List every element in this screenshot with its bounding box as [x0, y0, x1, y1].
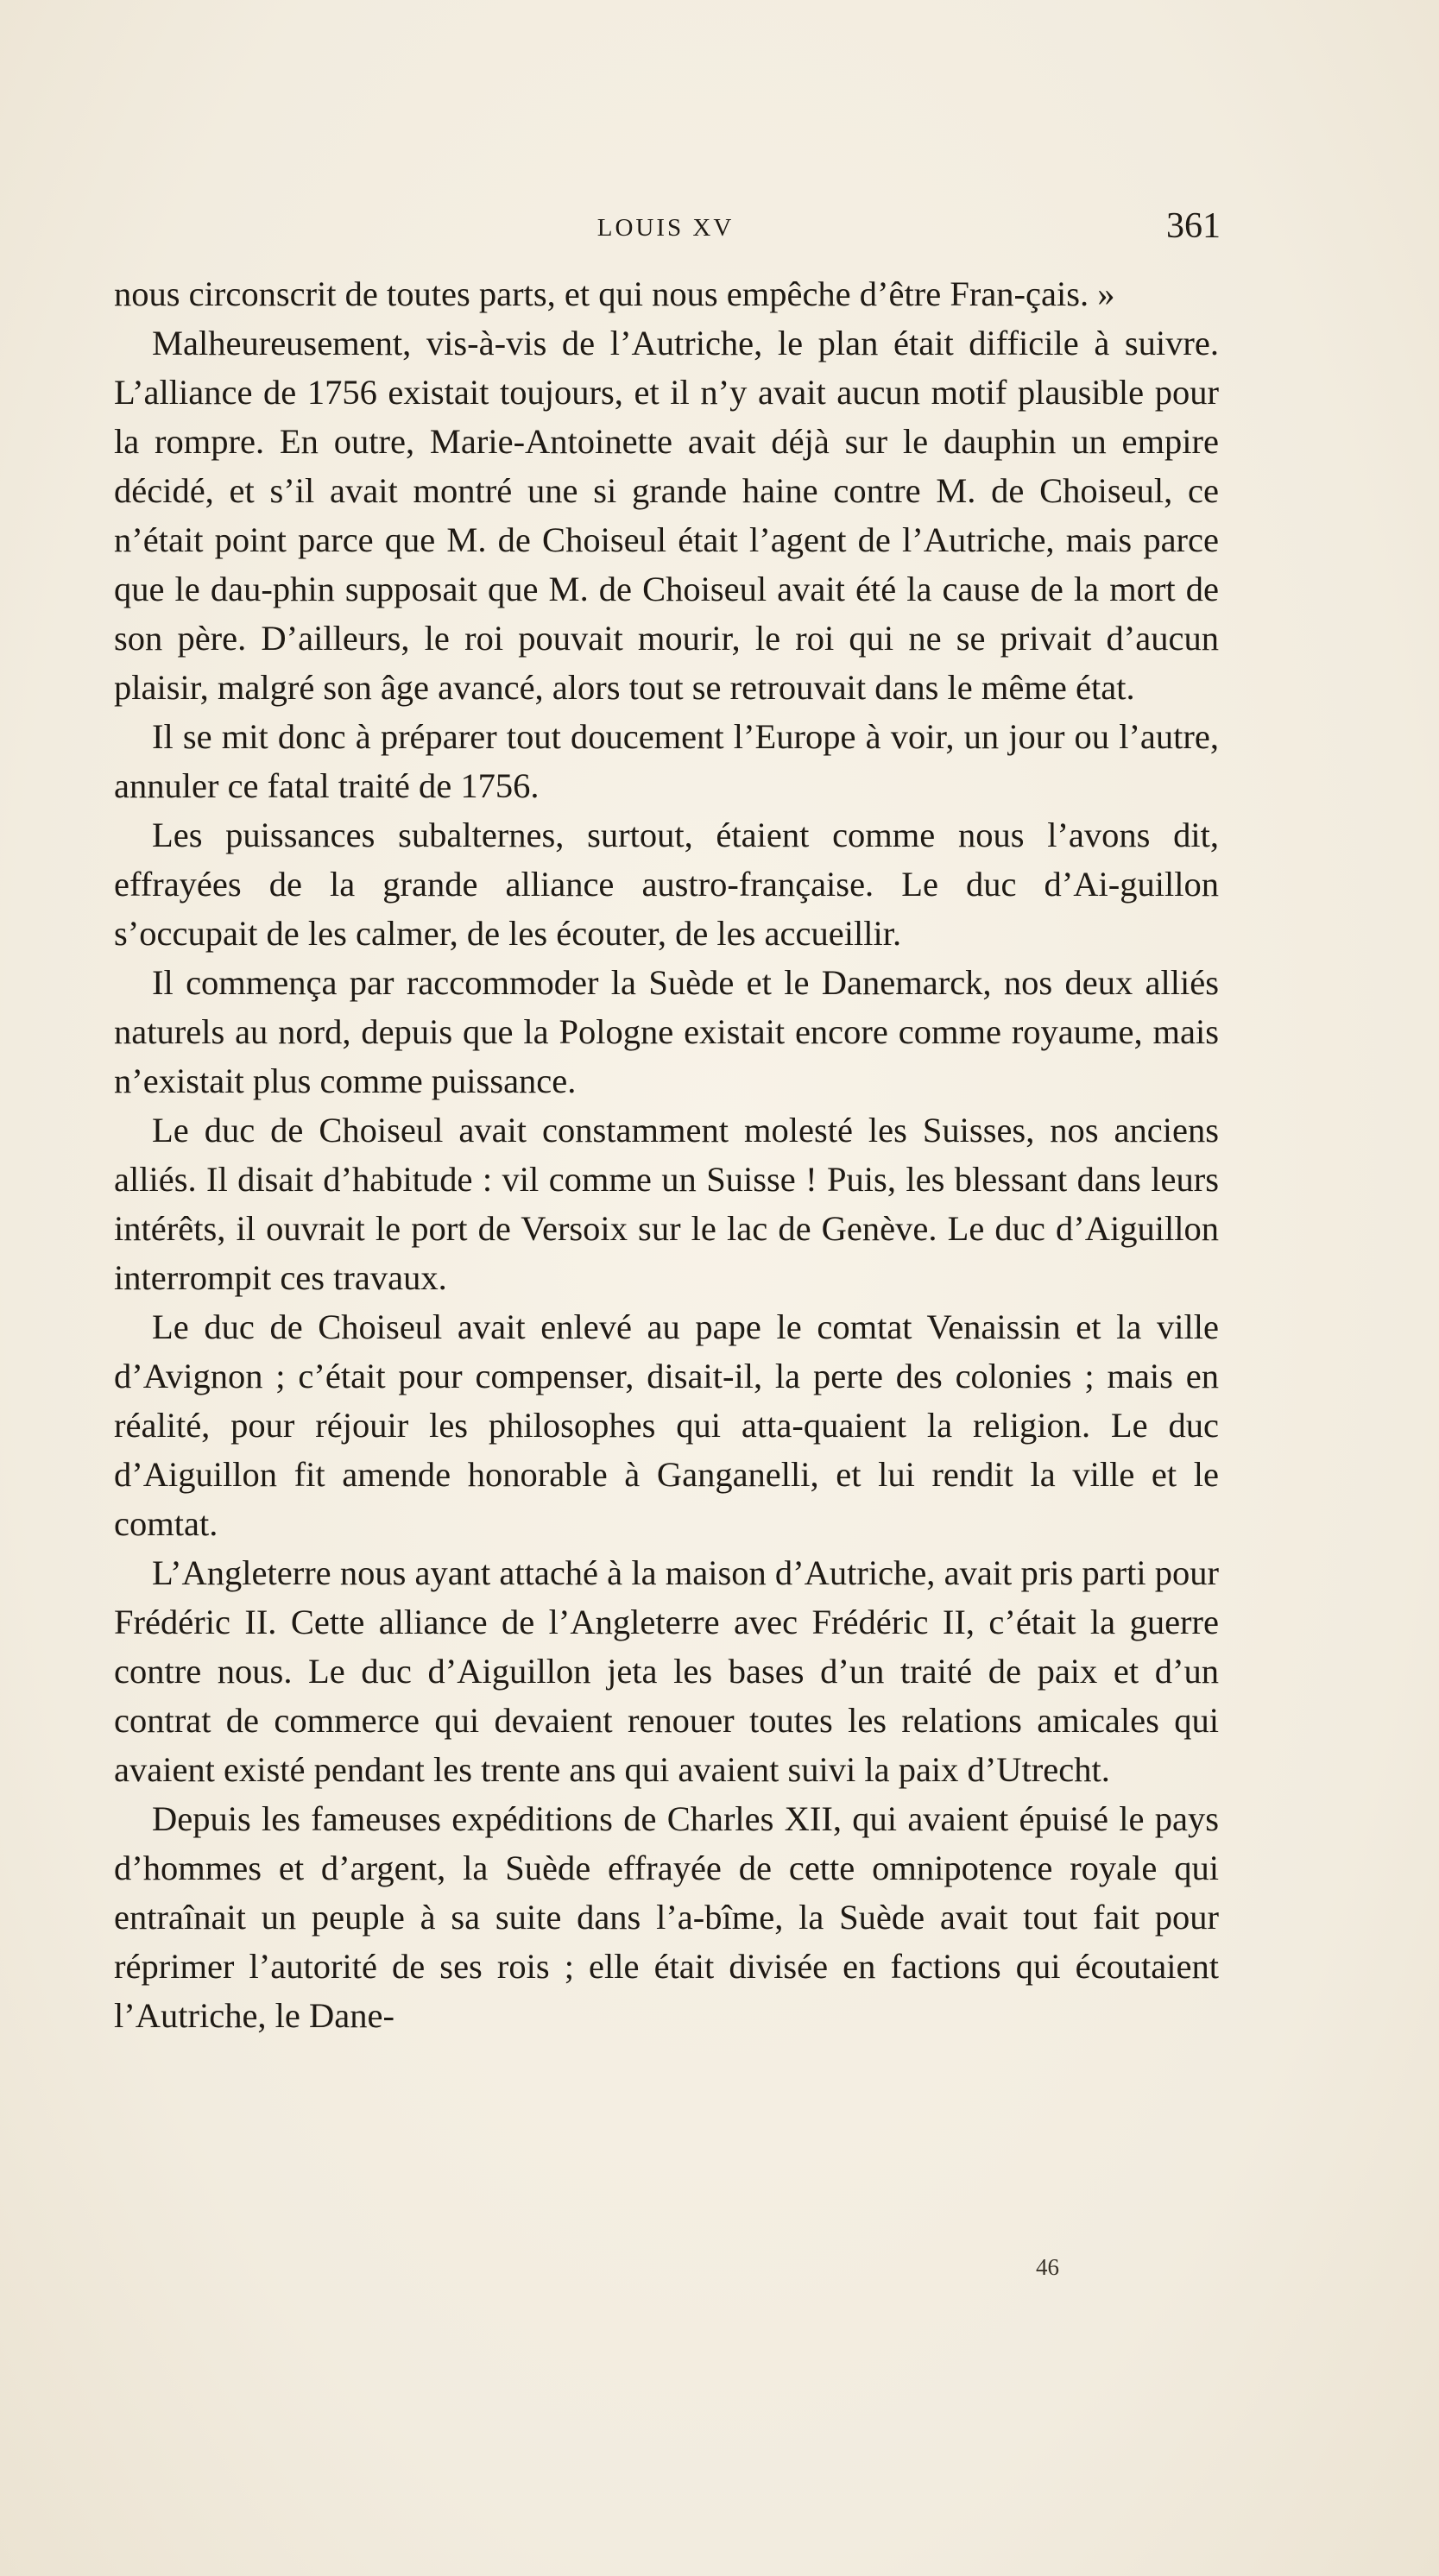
paragraph: L’Angleterre nous ayant attaché à la maison d’Autriche, avait pris parti pour Frédéric II. Cette alliance de l’Angleterre avec Frédéric II, c’était la guerre contre nous. Le duc d’Aiguillon jeta les bases d’un traité de paix et d’un contrat de commerce qui devaient renouer toutes les relations amicales qui avaient existé pendant les trente ans qui avaient suivi la paix d’Utrecht.	[114, 1553, 1219, 1789]
signature-mark: 46	[1036, 2254, 1059, 2280]
paragraph: Malheureusement, vis-à-vis de l’Autriche, le plan était difficile à suivre. L’alliance de 1756 existait toujours, et il n’y avait aucun motif plausible pour la rompre. En outre, Marie-Antoinette avait déjà sur le dauphin un empire décidé, et s’il avait montré une si grande haine contre M. de Choiseul, ce n’était point parce que M. de Choiseul était l’agent de l’Autriche, mais parce que le dau-phin supposait que M. de Choiseul avait été la cause de la mort de son père. D’ailleurs, le roi pouvait mourir, le roi qui ne se privait d’aucun plaisir, malgré son âge avancé, alors tout se retrouvait dans le même état.	[114, 324, 1219, 707]
paragraph: Depuis les fameuses expéditions de Charles XII, qui avaient épuisé le pays d’hommes et d’argent, la Suède effrayée de cette omnipotence royale qui entraînait un peuple à sa suite dans l’a-bîme, la Suède avait tout fait pour réprimer l’autorité de ses rois ; elle était divisée en factions qui écoutaient l’Autriche, le Dane-	[114, 1799, 1219, 2035]
paragraph: Le duc de Choiseul avait constamment molesté les Suisses, nos anciens alliés. Il disait d’habitude : vil comme un Suisse ! Puis, les blessant dans leurs intérêts, il ouvrait le port de Versoix sur le lac de Genève. Le duc d’Aiguillon interrompit ces travaux.	[114, 1111, 1219, 1297]
body-text	[114, 269, 1219, 2040]
paragraph: Il se mit donc à préparer tout doucement l’Europe à voir, un jour ou l’autre, annuler ce fatal traité de 1756.	[114, 717, 1219, 805]
paragraph: nous circonscrit de toutes parts, et qui nous empêche d’être Fran-çais. »	[114, 274, 1115, 313]
paragraph: Les puissances subalternes, surtout, étaient comme nous l’avons dit, effrayées de la grande alliance austro-française. Le duc d’Ai-guillon s’occupait de les calmer, de les écouter, de les accueillir.	[114, 816, 1219, 953]
paragraph: Le duc de Choiseul avait enlevé au pape le comtat Venaissin et la ville d’Avignon ; c’était pour compenser, disait-il, la perte des colonies ; mais en réalité, pour réjouir les philosophes qui atta-quaient la religion. Le duc d’Aiguillon fit amende honorable à Ganganelli, et lui rendit la ville et le comtat.	[114, 1307, 1219, 1543]
running-head	[110, 205, 1221, 257]
paragraph: Il commença par raccommoder la Suède et le Danemarck, nos deux alliés naturels au nord, depuis que la Pologne existait encore comme royaume, mais n’existait plus comme puissance.	[114, 963, 1219, 1100]
running-title: LOUIS XV	[596, 214, 735, 242]
page-number: 361	[1166, 206, 1221, 246]
